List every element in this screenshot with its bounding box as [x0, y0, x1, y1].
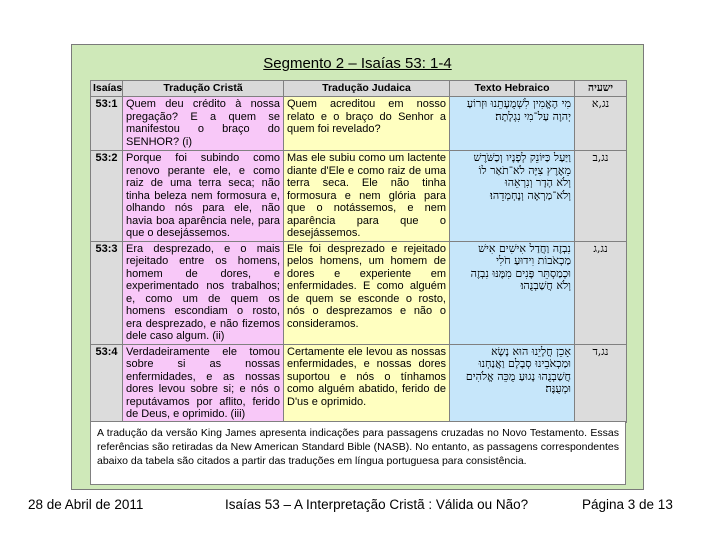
hebrew-verse-ref: נג,ד — [575, 344, 627, 422]
footer-title: Isaías 53 – A Interpretação Cristã : Válida ou Não? — [225, 497, 529, 512]
footer-date: 28 de Abril de 2011 — [28, 497, 144, 512]
header-hebrew-ref: ישעיה — [575, 81, 627, 97]
slide-panel — [71, 44, 644, 490]
hebrew-line: וּכְמַסְתֵּר פָּנִים מִמֶּנּוּ נִבְזֶה — [470, 266, 571, 280]
hebrew-line: וְלֹא הָדָר וְנִרְאֵהוּ — [504, 176, 571, 189]
verse-ref: 53:2 — [91, 151, 123, 242]
hebrew-text — [450, 241, 575, 344]
hebrew-line: וַיַּעַל כַּיּוֹנֵק לְפָנָיו וְכַשֹּׁרֶשׁ — [473, 151, 571, 164]
hebrew-line: וְלֹא־מַרְאֶה וְנֶחְמְדֵהוּ׃ — [490, 188, 571, 202]
christian-translation: Verdadeiramente ele tomou sobre si as nossas enfermidades, e as nossas dores levou sobre si; e nós o reputávamos por aflito, ferido de Deus, e oprimido. (iii) — [123, 344, 284, 422]
header-isaias: Isaías — [91, 81, 123, 97]
hebrew-line: מִי הֶאֱמִין לִשְׁמֻעָתֵנוּ וּזְרוֹעַ — [466, 97, 571, 110]
verse-ref: 53:1 — [91, 97, 123, 151]
translation-note: A tradução da versão King James apresenta indicações para passagens cruzadas no Novo Testamento. Essas referências são retiradas da New American Standard Bible (NASB). No entanto, as passagens correspondentes abaixo da tabela são citados a partir das traduções em língua portuguesa para consistência. — [90, 421, 626, 485]
table-row — [91, 344, 627, 422]
jewish-translation: Mas ele subiu como um lactente diante d'Ele e como raiz de uma terra seca. Ele não tinha formosura e nem glória para que o notássemos, e nem aparência para que o desejássemos. — [284, 151, 450, 242]
jewish-translation: Ele foi desprezado e rejeitado pelos homens, um homem de dores e experiente em enfermidades. E como alguém de quem se esconde o rosto, nós o desprezamos e não o consideramos. — [284, 241, 450, 344]
hebrew-line: וּמְעֻנֶּה׃ — [545, 382, 571, 395]
jewish-translation: Certamente ele levou as nossas enfermidades, e nossas dores suportou e nós o tínhamos como alguém abatido, ferido de D'us e oprimido. — [284, 344, 450, 422]
hebrew-verse-ref: נג,ג — [575, 241, 627, 344]
header-traducao-crista: Tradução Cristã — [123, 81, 284, 97]
hebrew-line: וּמַכְאֹבֵינוּ סְבָלָם וַאֲנַחְנוּ — [478, 357, 571, 370]
hebrew-line: יְהוָה עַל־מִי נִגְלָתָה׃ — [495, 109, 571, 123]
hebrew-text — [450, 97, 575, 151]
header-traducao-judaica: Tradução Judaica — [284, 81, 450, 97]
segment-table — [90, 80, 627, 423]
hebrew-line: נִבְזֶה וַחֲדַל אִישִׁים אִישׁ — [478, 241, 571, 255]
hebrew-text — [450, 151, 575, 242]
table-row — [91, 97, 627, 151]
header-texto-hebraico: Texto Hebraico — [450, 81, 575, 97]
hebrew-line: אָכֵן חֳלָיֵנוּ הוּא נָשָׂא — [491, 344, 571, 358]
christian-translation: Porque foi subindo como renovo perante ele, e como raiz de uma terra seca; não tinha beleza nem formosura e, olhando nós para ele, não havia boa aparência nele, para que o desejássemos. — [123, 151, 284, 242]
jewish-translation: Quem acreditou em nosso relato e o braço do Senhor a quem foi revelado? — [284, 97, 450, 151]
hebrew-text — [450, 344, 575, 422]
hebrew-verse-ref: נג,א — [575, 97, 627, 151]
table-row — [91, 241, 627, 344]
hebrew-line: מַכְאֹבוֹת וִידוּעַ חֹלִי — [496, 254, 571, 267]
page-title: Segmento 2 – Isaías 53: 1-4 — [263, 55, 452, 72]
hebrew-verse-ref: נג,ב — [575, 151, 627, 242]
christian-translation: Era desprezado, e o mais rejeitado entre os homens, homem de dores, e experimentado nos trabalhos; e, como um de quem os homens escondiam o rosto, era desprezado, e não fizemos dele caso algum. (ii) — [123, 241, 284, 344]
verse-ref: 53:3 — [91, 241, 123, 344]
hebrew-line: מֵאֶרֶץ צִיָּה לֹא־תֹאַר לוֹ — [478, 163, 571, 177]
hebrew-line: חֲשַׁבְנֻהוּ נָגוּעַ מֻכֵּה אֱלֹהִים — [465, 369, 571, 383]
table-header-row — [91, 81, 627, 97]
verse-ref: 53:4 — [91, 344, 123, 422]
hebrew-line: וְלֹא חֲשַׁבְנֻהוּ׃ — [520, 279, 571, 292]
christian-translation: Quem deu crédito à nossa pregação? E a quem se manifestou o braço do SENHOR? (i) — [123, 97, 284, 151]
table-row — [91, 151, 627, 242]
footer-page-number: Página 3 de 13 — [582, 497, 673, 512]
